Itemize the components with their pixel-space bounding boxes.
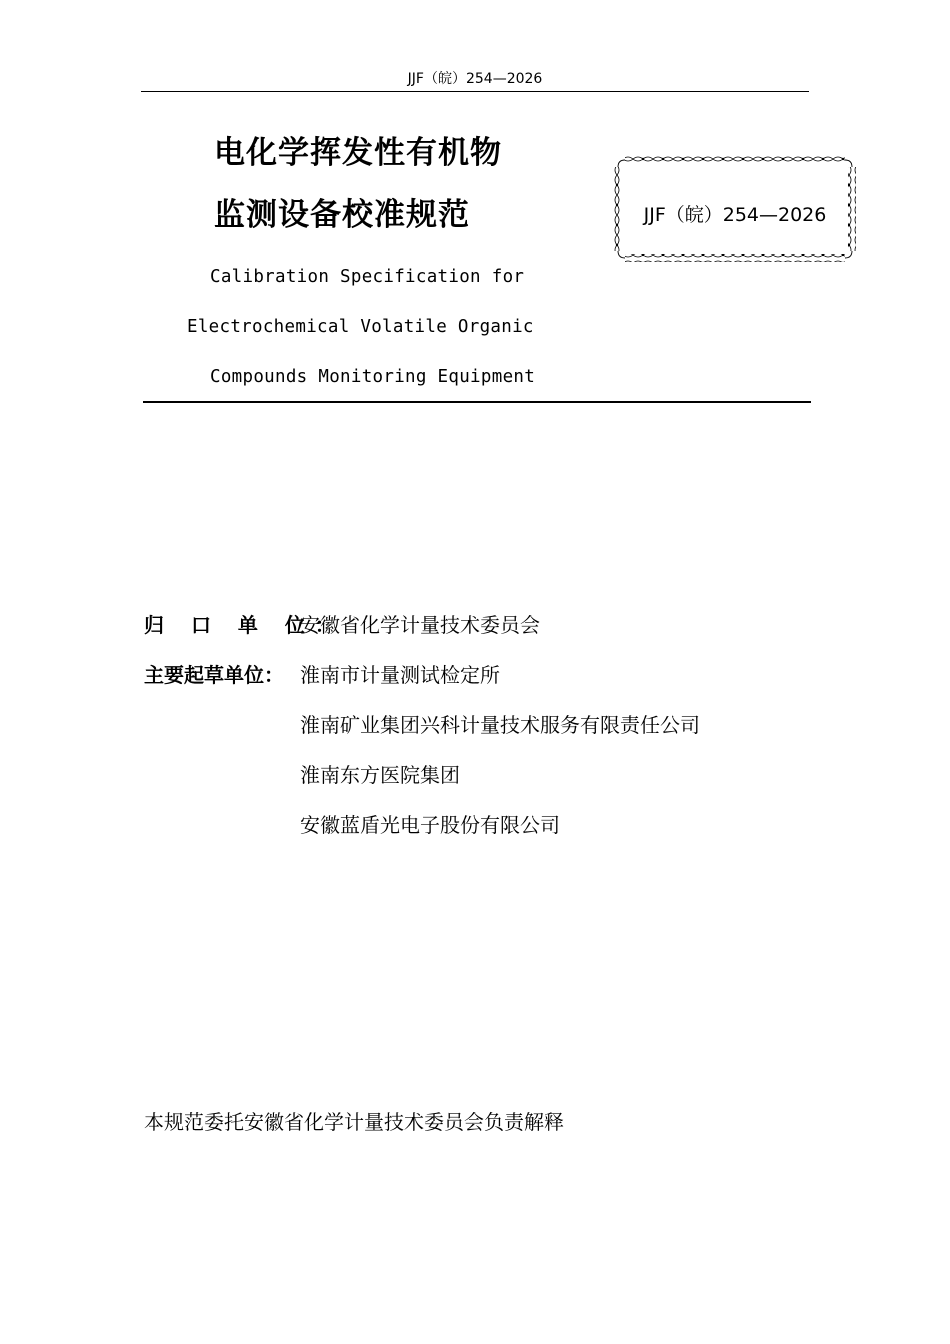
header-rule	[141, 91, 809, 92]
chinese-title-line-2: 监测设备校准规范	[214, 197, 470, 233]
drafting-unit-3: 淮南东方医院集团	[300, 763, 460, 787]
interpretation-note: 本规范委托安徽省化学计量技术委员会负责解释	[144, 1110, 564, 1134]
english-title-line-2: Electrochemical Volatile Organic	[187, 317, 534, 337]
running-header-code: JJF（皖）254—2026	[407, 71, 543, 87]
responsible-unit-label: 归 口 单 位：	[144, 613, 345, 637]
drafting-unit-1: 淮南市计量测试检定所	[300, 663, 500, 687]
title-rule	[143, 401, 811, 403]
english-title-line-3: Compounds Monitoring Equipment	[210, 367, 536, 387]
english-title-line-1: Calibration Specification for	[210, 267, 525, 287]
standard-code: JJF（皖）254—2026	[643, 204, 827, 226]
code-box	[613, 155, 857, 263]
responsible-unit-value: 安徽省化学计量技术委员会	[300, 613, 540, 637]
chinese-title-line-1: 电化学挥发性有机物	[214, 135, 502, 171]
drafting-units-label: 主要起草单位：	[144, 663, 284, 687]
drafting-unit-2: 淮南矿业集团兴科计量技术服务有限责任公司	[300, 713, 700, 737]
drafting-unit-4: 安徽蓝盾光电子股份有限公司	[300, 813, 560, 837]
